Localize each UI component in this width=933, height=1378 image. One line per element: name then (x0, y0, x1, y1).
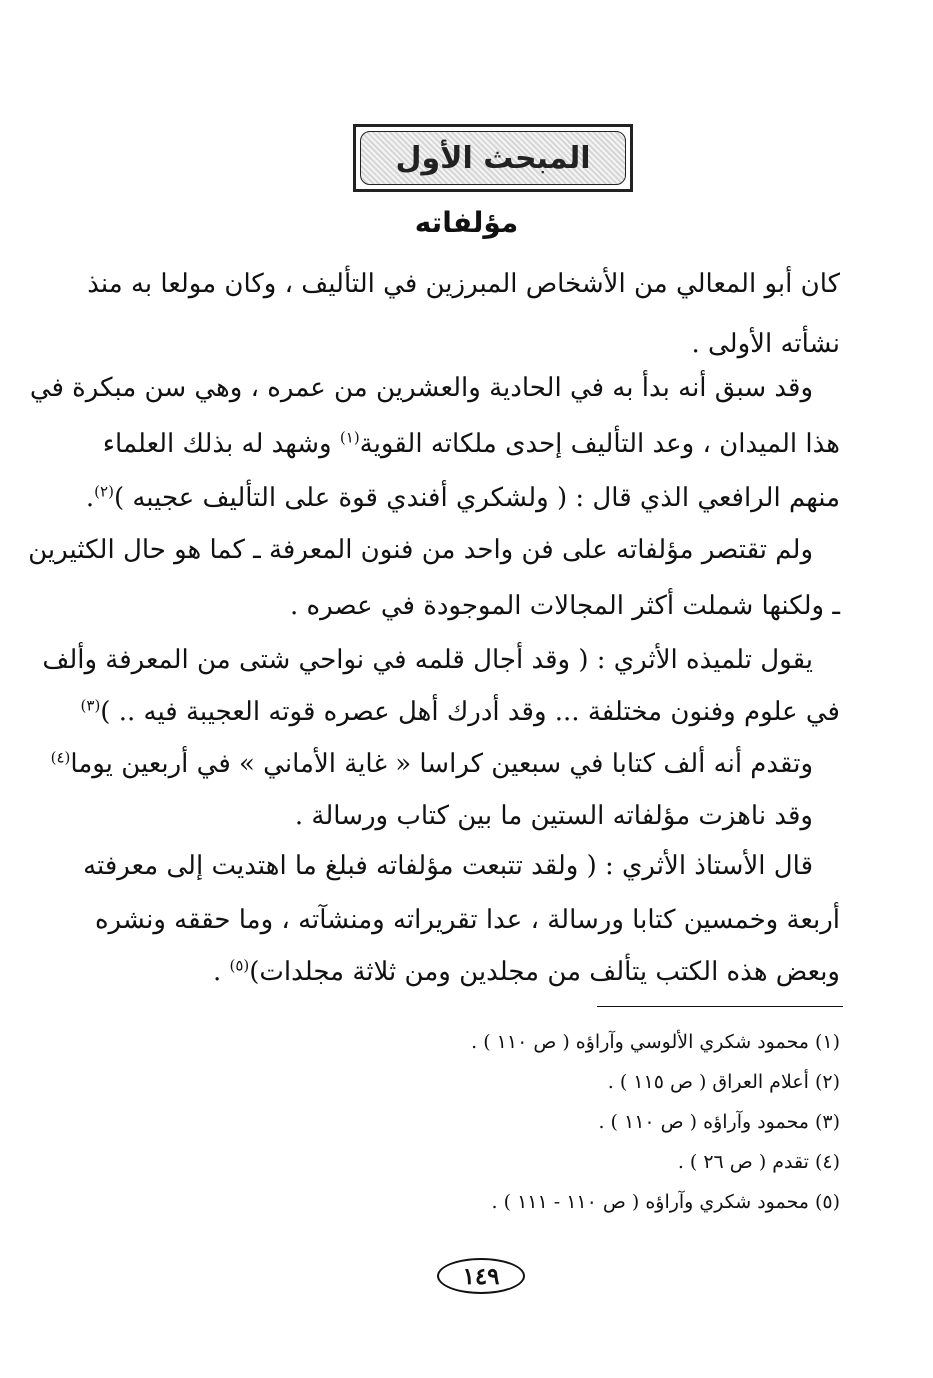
footnote: (٥) محمود شكري وآراؤه ( ص ١١٠ - ١١١ ) . (491, 1191, 840, 1213)
body-text: في علوم وفنون مختلفة ... وقد أدرك أهل عصره قوته العجيبة فيه .. ) (100, 697, 840, 727)
footnote-ref: (٣) (80, 696, 101, 715)
body-text: وتقدم أنه ألف كتابا في سبعين كراسا « غاية الأماني » في أربعين يوما (70, 749, 813, 779)
body-text: . (212, 957, 230, 987)
section-title: مؤلفاته (414, 206, 519, 239)
body-line: ـ ولكنها شملت أكثر المجالات الموجودة في عصره . (290, 591, 840, 621)
body-line: يقول تلميذه الأثري : ( وقد أجال قلمه في نواحي شتى من المعرفة وألف (42, 645, 813, 675)
body-line: وقد ناهزت مؤلفاته الستين ما بين كتاب ورسالة . (294, 801, 813, 831)
body-line: ولم تقتصر مؤلفاته على فن واحد من فنون المعرفة ـ كما هو حال الكثيرين (28, 535, 813, 565)
body-line (81, 692, 840, 732)
body-text: . (85, 483, 95, 513)
body-line: أربعة وخمسين كتابا ورسالة ، عدا تقريراته ومنشآته ، وما حققه ونشره (94, 905, 840, 935)
body-text: منهم الرافعي الذي قال : ( ولشكري أفندي قوة على التأليف عجيبه ) (113, 483, 840, 513)
body-line (51, 744, 813, 784)
body-line (213, 952, 840, 992)
footnote-separator (597, 1006, 843, 1007)
footnote: (٤) تقدم ( ص ٢٦ ) . (677, 1151, 840, 1173)
footnote-ref: (٢) (94, 482, 114, 501)
body-line (102, 424, 840, 464)
page-number: ١٤٩ (437, 1258, 525, 1294)
footnote-ref: (٤) (50, 748, 71, 767)
body-text: وبعض هذه الكتب يتألف من مجلدين ومن ثلاثة مجلدات) (249, 957, 840, 987)
body-line: نشأته الأولى . (691, 329, 840, 359)
footnote: (٣) محمود وآراؤه ( ص ١١٠ ) . (598, 1111, 840, 1133)
body-line (86, 478, 840, 518)
body-text: هذا الميدان ، وعد التأليف إحدى ملكاته القوية (359, 429, 840, 459)
footnote-ref: (١) (339, 428, 360, 447)
chapter-heading-frame (353, 124, 633, 192)
body-line: كان أبو المعالي من الأشخاص المبرزين في التأليف ، وكان مولعا به منذ (87, 269, 840, 299)
footnote-ref: (٥) (229, 956, 250, 975)
footnote: (٢) أعلام العراق ( ص ١١٥ ) . (607, 1071, 840, 1093)
body-text: وشهد له بذلك العلماء (102, 429, 332, 459)
chapter-heading: المبحث الأول (360, 131, 626, 185)
body-line: قال الأستاذ الأثري : ( ولقد تتبعت مؤلفاته فبلغ ما اهتديت إلى معرفته (83, 851, 813, 881)
footnote: (١) محمود شكري الألوسي وآراؤه ( ص ١١٠ ) . (471, 1031, 840, 1053)
body-line: وقد سبق أنه بدأ به في الحادية والعشرين من عمره ، وهي سن مبكرة في (29, 373, 813, 403)
